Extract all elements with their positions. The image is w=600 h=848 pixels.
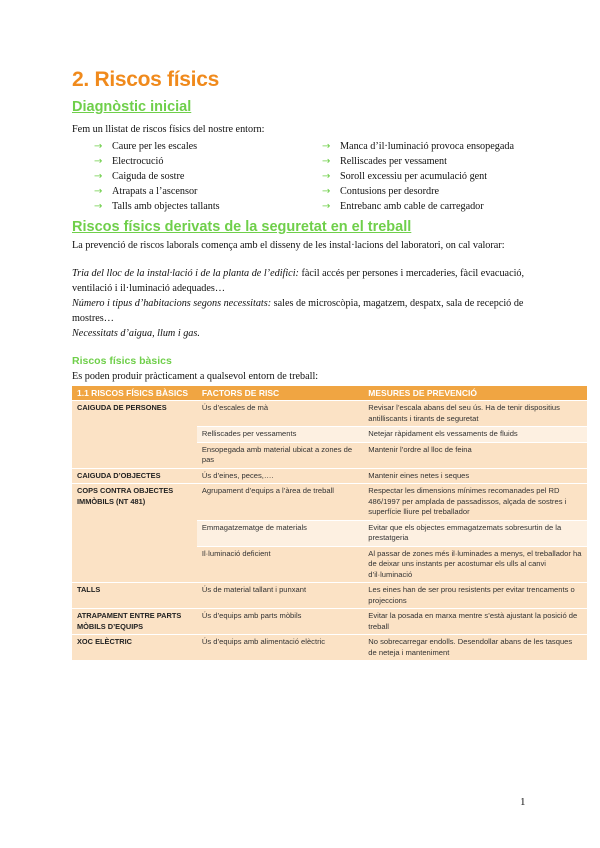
table-row [72,484,587,521]
section-intro: Fem un llistat de riscos físics del nostre entorn: [72,124,265,135]
arrow-right-icon: → [94,141,103,152]
table-cell-measure: Al passar de zones més il·luminades a menys, el treballador ha de deixar uns instants per acostumar els ulls al canvi d’il·luminació [363,547,587,584]
table-cell-factor: Emmagatzematge de materials [197,521,363,547]
table-cell-measure: Mantenir l’ordre al lloc de feina [363,443,587,469]
table-cell-measure: Evitar que els objectes emmagatzemats sobresurtin de la prestatgeria [363,521,587,547]
table-cell-measure: No sobrecarregar endolls. Desendollar abans de les tasques de neteja i manteniment [363,635,587,661]
risk-list-item [322,169,514,184]
table-cell-measure: Revisar l’escala abans del seu ús. Ha de tenir dispositius antilliscants i tirants de seguretat [363,401,587,427]
table-header-factors: FACTORS DE RISC [197,386,363,401]
table-row [72,469,587,485]
table-cell-factor: Ús d’eines, peces,…. [197,469,363,485]
page-number: 1 [520,796,526,808]
table-row [72,635,587,661]
section-heading-safety: Riscos físics derivats de la seguretat en el treball [72,219,412,235]
arrow-right-icon: → [322,171,331,182]
risk-list-right [322,139,514,214]
table-cell-factor: Ús d’equips amb parts mòbils [197,609,363,635]
table-cell-category: COPS CONTRA OBJECTES IMMÒBILS (NT 481) [72,484,197,583]
risk-list-text: Talls amb objectes tallants [112,201,220,212]
table-cell-measure: Evitar la posada en marxa mentre s’està ajustant la posició de treball [363,609,587,635]
page-title: 2. Riscos físics [72,68,219,91]
risk-list-item [94,169,220,184]
paragraph-location-text: fàcil accés per persones i mercaderies, fàcil evacuació, ventilació i il·luminació adequades… [72,268,525,294]
risk-list-item [322,139,514,154]
risk-list-text: Relliscades per vessament [340,156,447,167]
arrow-right-icon: → [94,201,103,212]
risk-list-item [322,154,514,169]
risk-list-item [322,199,514,214]
risk-list-item [322,184,514,199]
risk-list-text: Soroll excessiu per acumulació gent [340,171,488,182]
table-cell-factor: Ensopegada amb material ubicat a zones de pas [197,443,363,469]
arrow-right-icon: → [322,141,331,152]
risk-list-item [94,154,220,169]
risk-list-left [94,139,220,214]
arrow-right-icon: → [322,201,331,212]
paragraph-utilities-lead: Necessitats d’aigua, llum i gas. [72,328,200,339]
table-cell-category: TALLS [72,583,197,609]
table-cell-factor: Ús d’escales de mà [197,401,363,427]
risk-list-text: Electrocució [112,156,164,167]
risk-list-text: Entrebanc amb cable de carregador [340,201,484,212]
table-cell-factor: Ús d’equips amb alimentació elèctric [197,635,363,661]
table-header-measures: MESURES DE PREVENCIÓ [363,386,587,401]
table-cell-category: CAIGUDA DE PERSONES [72,401,197,469]
risk-table [72,386,587,661]
paragraph-utilities [72,326,534,341]
risk-list-text: Caiguda de sostre [112,171,185,182]
section-heading-diagnostic: Diagnòstic inicial [72,99,192,115]
table-cell-measure: Respectar les dimensions mínimes recomanades pel RD 486/1997 per amplada de passadissos, alçada de sostres i superfície lliure pel treballador [363,484,587,521]
risk-list-item [94,199,220,214]
arrow-right-icon: → [322,186,331,197]
arrow-right-icon: → [94,171,103,182]
risk-list-text: Caure per les escales [112,141,198,152]
risk-list-item [94,184,220,199]
risk-list-text: Contusions per desordre [340,186,440,197]
paragraph-intro: La prevenció de riscos laborals comença amb el disseny de les instal·lacions del laboratori, on cal valorar: [72,240,505,251]
paragraph-rooms-lead: Número i tipus d’habitacions segons necessitats: [72,298,272,309]
table-cell-category: XOC ELÈCTRIC [72,635,197,661]
risk-list-item [94,139,220,154]
arrow-right-icon: → [322,156,331,167]
table-cell-measure: Mantenir eines netes i seques [363,469,587,485]
table-cell-measure: Les eines han de ser prou resistents per evitar trencaments o projeccions [363,583,587,609]
table-intro: Es poden produir pràcticament a qualsevol entorn de treball: [72,371,319,382]
table-cell-factor: Relliscades per vessaments [197,427,363,443]
table-cell-category: CAIGUDA D’OBJECTES [72,469,197,485]
table-cell-measure: Netejar ràpidament els vessaments de fluids [363,427,587,443]
table-row [72,609,587,635]
table-row [72,401,587,427]
table-header-row [72,386,587,401]
section-heading-basic: Riscos físics bàsics [72,355,172,367]
table-cell-category: ATRAPAMENT ENTRE PARTS MÒBILS D’EQUIPS [72,609,197,635]
table-cell-factor: Il·luminació deficient [197,547,363,584]
paragraph-location-lead: Tria del lloc de la instal·lació i de la planta de l’edifici: [72,268,299,279]
table-body [72,401,587,661]
table-cell-factor: Agrupament d’equips a l’àrea de treball [197,484,363,521]
arrow-right-icon: → [94,186,103,197]
paragraph-rooms [72,296,534,326]
table-header-category: 1.1 RISCOS FÍSICS BÀSICS [72,386,197,401]
risk-list-text: Atrapats a l’ascensor [112,186,198,197]
paragraph-location [72,266,534,296]
risk-list-text: Manca d’il·luminació provoca ensopegada [340,141,514,152]
table-row [72,583,587,609]
table-cell-factor: Ús de material tallant i punxant [197,583,363,609]
arrow-right-icon: → [94,156,103,167]
paragraph-rooms-text: sales de microscòpia, magatzem, despatx, sala de recepció de mostres… [72,298,524,324]
